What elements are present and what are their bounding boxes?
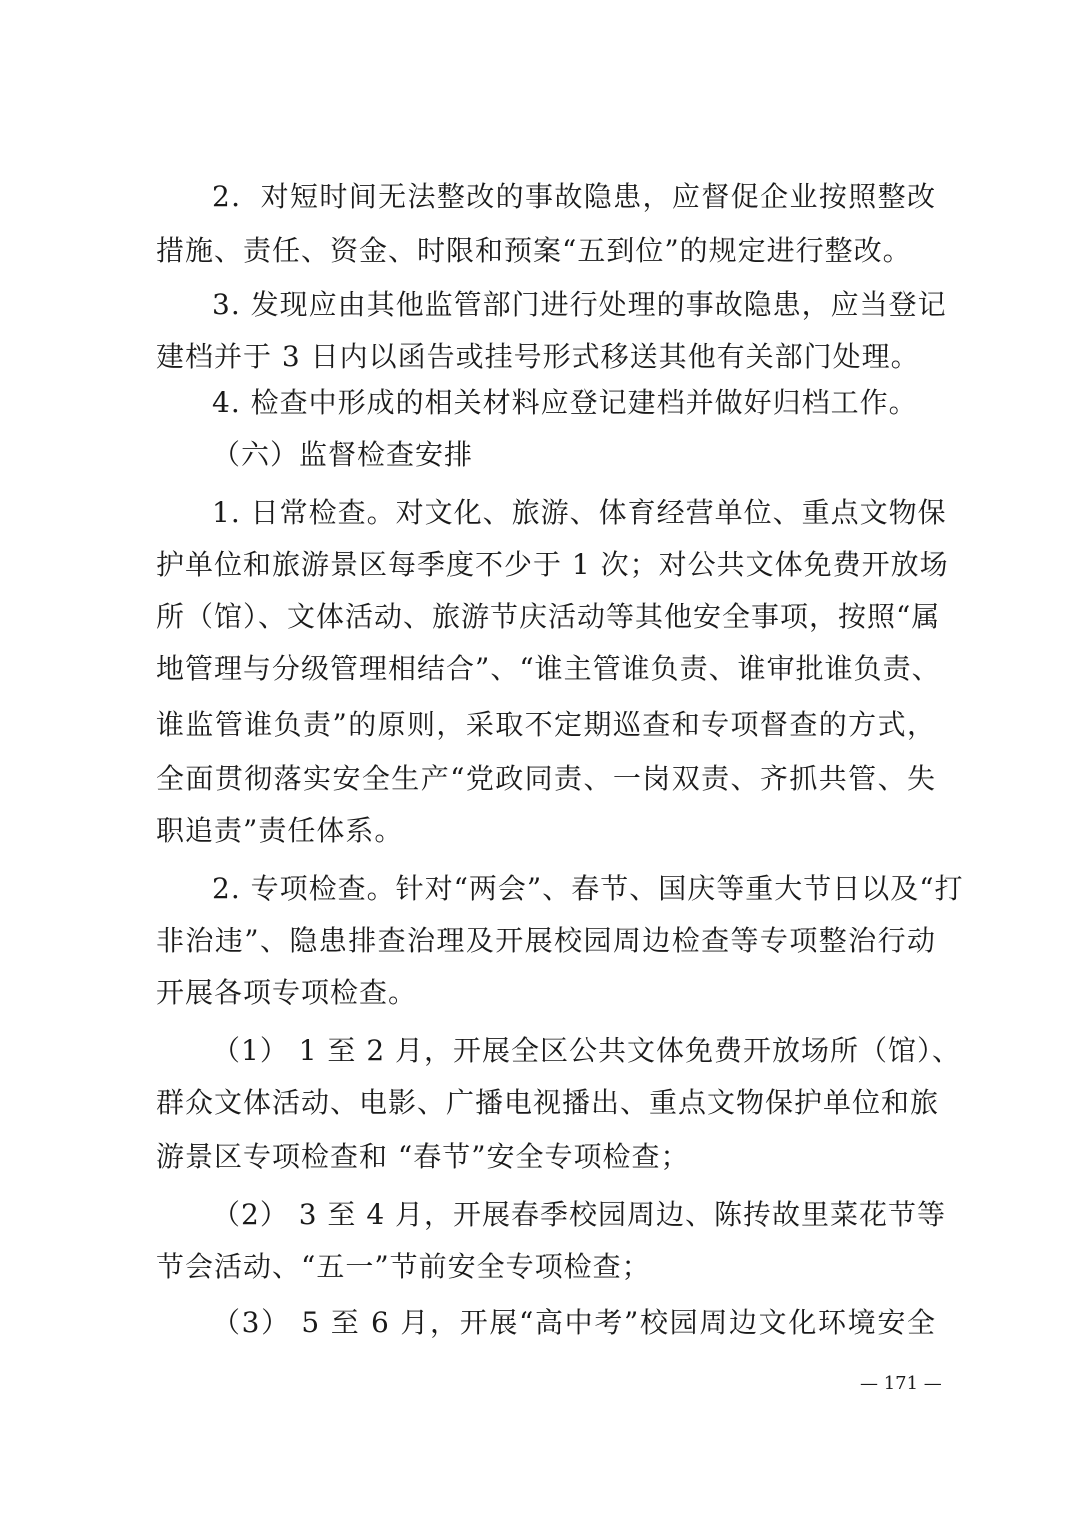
paragraph-line: 护单位和旅游景区每季度不少于 1 次；对公共文体免费开放场 xyxy=(156,548,949,581)
paragraph-line: 2．对短时间无法整改的事故隐患，应督促企业按照整改 xyxy=(212,180,936,213)
paragraph-line: 全面贯彻落实安全生产“党政同责、一岗双责、齐抓共管、失 xyxy=(156,762,936,795)
paragraph-line: 1. 日常检查。对文化、旅游、体育经营单位、重点文物保 xyxy=(212,496,947,529)
paragraph-line: 所（馆）、文体活动、旅游节庆活动等其他安全事项，按照“属 xyxy=(156,600,941,633)
paragraph-line: 地管理与分级管理相结合”、“谁主管谁负责、谁审批谁负责、 xyxy=(156,652,941,685)
paragraph-line: 群众文体活动、电影、广播电视播出、重点文物保护单位和旅 xyxy=(156,1086,940,1119)
paragraph-line: （1） 1 至 2 月，开展全区公共文体免费开放场所（馆）、 xyxy=(212,1034,962,1067)
paragraph-line: 非治违”、隐患排查治理及开展校园周边检查等专项整治行动 xyxy=(156,924,936,957)
paragraph-line: 2. 专项检查。针对“两会”、春节、国庆等重大节日以及“打 xyxy=(212,872,964,905)
paragraph-line: （3） 5 至 6 月，开展“高中考”校园周边文化环境安全 xyxy=(212,1306,936,1339)
section-heading: （六）监督检查安排 xyxy=(212,438,474,471)
paragraph-line: 措施、责任、资金、时限和预案“五到位”的规定进行整改。 xyxy=(156,234,912,267)
paragraph-line: 3. 发现应由其他监管部门进行处理的事故隐患，应当登记 xyxy=(212,288,947,321)
paragraph-line: 职追责”责任体系。 xyxy=(156,814,404,847)
paragraph-line: 节会活动、“五一”节前安全专项检查； xyxy=(156,1250,651,1283)
paragraph-line: 开展各项专项检查。 xyxy=(156,976,418,1009)
paragraph-line: 游景区专项检查和 “春节”安全专项检查； xyxy=(156,1140,690,1173)
paragraph-line: 建档并于 3 日内以函告或挂号形式移送其他有关部门处理。 xyxy=(156,340,920,373)
paragraph-line: 4. 检查中形成的相关材料应登记建档并做好归档工作。 xyxy=(212,386,918,419)
paragraph-line: 谁监管谁负责”的原则，采取不定期巡查和专项督查的方式， xyxy=(156,708,936,741)
page-number: — 171 — xyxy=(860,1373,942,1394)
paragraph-line: （2） 3 至 4 月，开展春季校园周边、陈抟故里菜花节等 xyxy=(212,1198,947,1231)
